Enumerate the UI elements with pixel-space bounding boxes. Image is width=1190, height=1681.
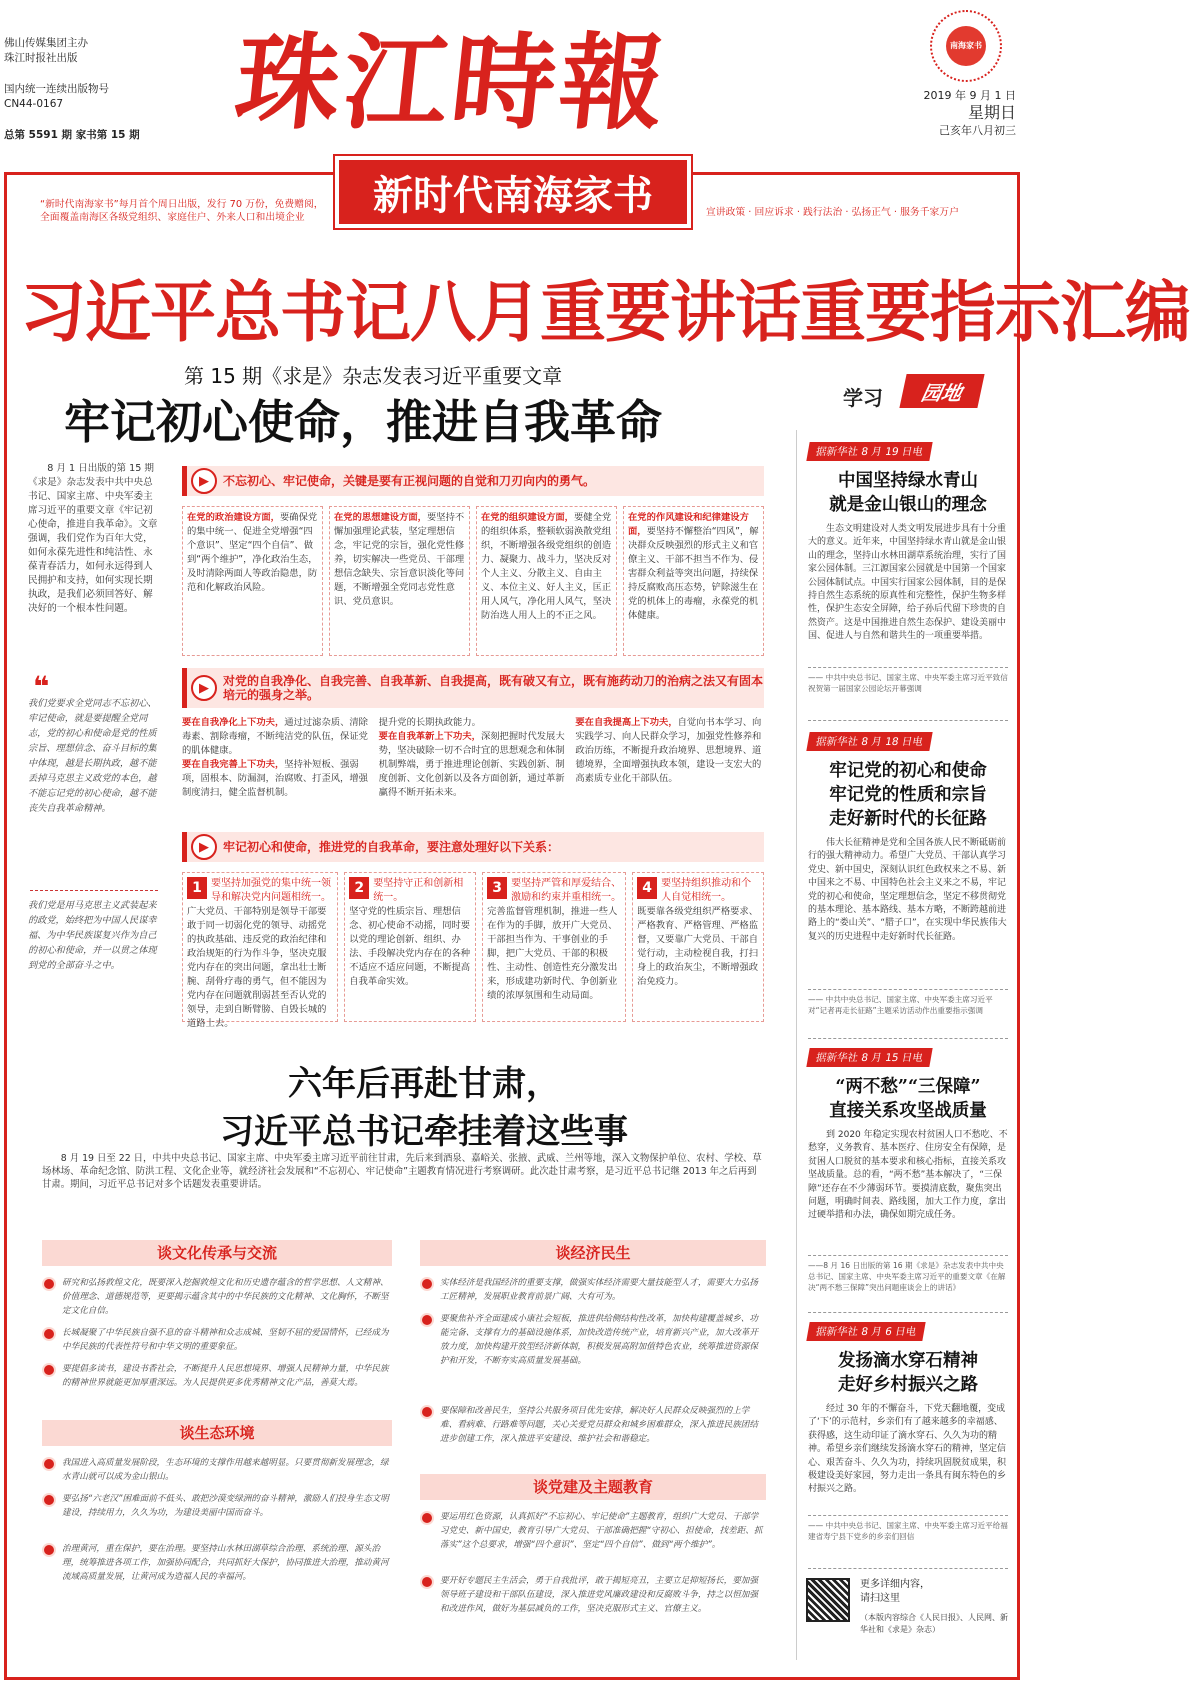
- item-title: 要坚持守正和创新相统一。: [373, 878, 464, 903]
- section-1-grid: [182, 506, 764, 656]
- item-text: 坚守党的性质宗旨、理想信念、初心使命不动摇，同时要以党的理论创新、组织、办法、手段解决党内存在的各种不适应不适应问题，不断提高自我革命实效。: [349, 906, 471, 987]
- relation-item: [482, 872, 626, 1022]
- gansu-title-1: 六年后再赴甘肃，: [288, 1064, 560, 1104]
- section-title: 牢记初心和使命，推进党的自我革命，要注意处理好以下关系：: [223, 840, 560, 854]
- news-source: —— 中共中央总书记、国家主席、中央军委主席习近平致信祝贺第一届国家公园论坛开幕强调: [808, 667, 1008, 703]
- issue-number: 总第 5591 期 家书第 15 期: [4, 129, 140, 141]
- article-intro: [28, 462, 160, 662]
- cell-text: 要健全党的组织体系，整顿软弱涣散党组织，不断增强各级党组织的创造力、凝聚力、战斗力，坚决反对个人主义、分散主义、自由主义、本位主义、好人主义，匡正用人风气，净化用人风气，坚决防治选人用人上的不正之风。: [481, 512, 612, 621]
- divider: [30, 890, 158, 891]
- cell-text: 深刻把握时代发展大势，坚决破除一切不合时宜的思想观念和体制机制弊端，勇于推进理论创新、实践创新、制度创新、文化创新以及各方面创新，通过革新赢得不断开拓未来。: [378, 731, 565, 798]
- cell-text: 要坚持不懈整治“四风”，解决群众反映强烈的形式主义和官僚主义、干部不担当不作为、侵害群众利益等突出问题，持续保持反腐败高压态势，铲除滋生在党的机体上的毒瘤，永葆党的机体健康。: [628, 526, 759, 621]
- pull-quote-2: 我们党是用马克思主义武装起来的政党，始终把为中国人民谋幸福、为中华民族谋复兴作为自己的初心和使命，并一以贯之体现到党的全部奋斗之中。: [28, 900, 157, 971]
- body-text: 伟大长征精神是党和全国各族人民不断砥砺前行的强大精神动力。希望广大党员、干部认真学习党史、新中国史，深刻认识红色政权来之不易、新中国来之不易、中国特色社会主义来之不易，牢记党的初心和使命，坚定理想信念，坚定不移贯彻党的基本理论、基本路线、基本方略，不断跨越前进路上的“娄山关”、“腊子口”，在实现中华民族伟大复兴的历史进程中走好新时代长征路。: [808, 838, 1007, 942]
- news-item: [808, 1320, 1008, 1570]
- arrow-icon: ▶: [191, 834, 217, 860]
- cell-text: 通过过滤杂质、清除毒素、割除毒瘤，不断纯洁党的队伍，保证党的肌体健康。: [182, 717, 368, 756]
- text-column: [182, 716, 371, 820]
- news-title: 走好乡村振兴之路: [838, 1375, 978, 1395]
- learning-corner-tag: [823, 372, 1003, 412]
- topic-point: 长城凝聚了中华民族自强不息的奋斗精神和众志成城、坚韧不屈的爱国情怀，已经成为中华民族的代表性符号和中华文明的重要象征。: [42, 1326, 392, 1354]
- news-title: 牢记党的初心和使命: [829, 761, 987, 781]
- section-2-grid: [182, 716, 764, 820]
- topic-point: 研究和弘扬敦煌文化，既要深入挖掘敦煌文化和历史遗存蕴含的哲学思想、人文精神、价值理念、道德规范等，更要揭示蕴含其中的中华民族的文化精神、文化胸怀，不断坚定文化自信。: [42, 1276, 392, 1318]
- divider: [808, 1312, 1008, 1313]
- seal-badge: [930, 10, 1002, 82]
- topic-point: 要提倡多读书，建设书香社会，不断提升人民思想境界、增强人民精神力量，中华民族的精神世界就能更加厚重深远。为人民提供更多优秀精神文化产品，善莫大焉。: [42, 1362, 392, 1404]
- item-number: 1: [187, 877, 207, 899]
- topic-column-left: [42, 1240, 392, 1670]
- arrow-icon: ▶: [191, 675, 217, 701]
- section-banner-title: 新时代南海家书: [335, 156, 691, 228]
- arrow-icon: ▶: [191, 468, 217, 494]
- cell-text: 要确保党的集中统一、促进全党增强“四个意识”、坚定“四个自信”、做到“两个维护”，净化政治生态，及时清除两面人等政治隐患，防范和化解政治风险。: [187, 512, 318, 593]
- publisher-line: 佛山传媒集团主办: [4, 37, 88, 49]
- item-text: 既要靠各级党组织严格要求、严格教育、严格管理、严格监督，又要靠广大党员、干部自觉行动，主动检视自我，打扫身上的政治灰尘，不断增强政治免疫力。: [637, 906, 759, 987]
- news-title: 直接关系攻坚战质量: [829, 1101, 987, 1121]
- news-title: 牢记党的性质和宗旨: [829, 785, 987, 805]
- issn-line: CN44-0167: [4, 98, 64, 110]
- news-body: [808, 1403, 1008, 1511]
- qr-note: [860, 1578, 1008, 1606]
- topic-point: 要开好专题民主生活会，勇于自我批评，敢于揭短亮丑，主要立足抑短扬长，要加强领导班子建设和干部队伍建设，深入推进党风廉政建设和反腐败斗争，持之以恒加强和改进作风，做好为基层减负的工作，坚决克服形式主义、官僚主义。: [420, 1574, 766, 1630]
- issue-date: 2019 年 9 月 1 日: [923, 89, 1016, 102]
- masthead-meta-right: [924, 88, 1016, 138]
- divider: [808, 1568, 1008, 1569]
- banner-left-note: “新时代南海家书”每月首个周日出版，发行 70 万份，免费赠阅，全面覆盖南海区各级党组织、家庭住户、外来人口和出境企业: [40, 199, 324, 223]
- news-source: —— 中共中央总书记、国家主席、中央军委主席习近平给福建省寿宁县下党乡的乡亲们回信: [808, 1515, 1008, 1551]
- column-rule: [796, 430, 797, 1660]
- qr-note-line: 更多详细内容，: [860, 1579, 930, 1590]
- news-tag: 据新华社 8 月 19 日电: [806, 442, 932, 461]
- intro-text: 8 月 1 日出版的第 15 期《求是》杂志发表中共中央总书记、国家主席、中央军委主席习近平的重要文章《牢记初心使命，推进自我革命》。文章强调，我们党作为百年大党，如何永葆先进性和纯洁性、永葆青春活力，如何永远得到人民拥护和支持，如何实现长期执政，是我们必须回答好、解决好的一个根本性问题。: [28, 463, 158, 614]
- news-source: —— 中共中央总书记、国家主席、中央军委主席习近平对“记者再走长征路”主题采访活动作出重要指示强调: [808, 989, 1008, 1025]
- relation-item: [632, 872, 764, 1022]
- lead-text: 8 月 19 日至 22 日，中共中央总书记、国家主席、中央军委主席习近平前往甘肃，先后来到酒泉、嘉峪关、张掖、武威、兰州等地，深入文物保护单位、农村、学校、草场林场、革命纪念馆、防洪工程、文化企业等，就经济社会发展和“不忘初心、牢记使命”主题教育情况进行考察调研。此次赴甘肃考察，是习近平总书记继 2013 年之后再到甘肃。期间，习近平总书记对多个话题发表重要讲话。: [42, 1153, 762, 1190]
- cell-lead: 在党的组织建设方面，: [481, 512, 574, 523]
- news-tag: 据新华社 8 月 18 日电: [806, 732, 932, 751]
- publisher-line: 珠江时报社出版: [4, 52, 78, 64]
- learn-label: 学习: [843, 386, 883, 410]
- topic-title: 谈经济民生: [420, 1240, 766, 1266]
- news-item: [808, 440, 1008, 704]
- text-column: [379, 716, 568, 820]
- cell-text: 坚持补短板、强弱项，固根本、防漏洞，治腐败、打歪风，增强制度清扫，健全监督机制。: [182, 759, 368, 798]
- section-bar-1: [182, 466, 764, 496]
- item-number: 3: [487, 877, 507, 899]
- news-source: ——8 月 16 日出版的第 16 期《求是》杂志发表中共中央总书记、国家主席、中央军委主席习近平的重要文章《在解决“两不愁三保障”突出问题座谈会上的讲话》: [808, 1255, 1008, 1303]
- news-title: “两不愁”“三保障”: [835, 1077, 981, 1097]
- news-item: [808, 1046, 1008, 1310]
- badge-label: 南海家书: [946, 26, 986, 66]
- body-text: 经过 30 年的不懈奋斗，下党天翻地覆，变成了‘下’的示范村，乡亲们有了越来越多的幸福感、获得感，这生动印证了滴水穿石、久久为功的精神。希望乡亲们继续发扬滴水穿石的精神，坚定信心、艰苦奋斗、久久为功，持续巩固脱贫成果，积极建设美好家园，努力走出一条具有闽东特色的乡村振兴之路。: [808, 1404, 1007, 1495]
- cell-lead: 在党的政治建设方面，: [187, 512, 280, 523]
- topic-point: 实体经济是我国经济的重要支撑，做强实体经济需要大量技能型人才，需要大力弘扬工匠精神，发展职业教育前景广阔、大有可为。: [420, 1276, 766, 1304]
- body-text: 生态文明建设对人类文明发展进步具有十分重大的意义。近年来，中国坚持绿水青山就是金山银山的理念，坚持山水林田湖草系统治理，实行了国家公园体制。三江源国家公园就是中国第一个国家公园体制试点。中国实行国家公园体制，目的是保持自然生态系统的原真性和完整性，保护生物多样性，保护生态安全屏障，给子孙后代留下珍贵的自然资产。这是中国推进自然生态保护、建设美丽中国、促进人与自然和谐共生的一项重要举措。: [808, 524, 1007, 642]
- section-bar-3: [182, 832, 764, 862]
- item-number: 2: [349, 877, 369, 899]
- topic-title: 谈生态环境: [42, 1420, 392, 1446]
- topic-column-right: [420, 1240, 766, 1670]
- news-tag: 据新华社 8 月 6 日电: [806, 1322, 926, 1341]
- lunar-date: 己亥年八月初三: [939, 124, 1016, 137]
- kicker: 第 15 期《求是》杂志发表习近平重要文章: [184, 364, 563, 388]
- point-cell: [182, 506, 323, 656]
- news-title: 就是金山银山的理念: [829, 495, 987, 515]
- news-title: 发扬滴水穿石精神: [838, 1351, 978, 1371]
- news-body: [808, 523, 1008, 663]
- topic-point: 要聚焦补齐全面建成小康社会短板，推进供给侧结构性改革，加快构建覆盖城乡、功能完备、支撑有力的基础设施体系，加快改造传统产业，培育新兴产业，加大改革开放力度，加快构建开放型经济新体制，积极发展高附加值特色农业，统筹推进资源保护和开发，不断夯实高质量发展基础。: [420, 1312, 766, 1396]
- section-3-grid: [182, 872, 764, 1029]
- cell-lead: 要在自我提高上下功夫，: [575, 717, 678, 728]
- topic-point: 要保障和改善民生，坚持公共服务项目优先安排，解决好人民群众反映强烈的上学难、看病难、行路难等问题，关心关爱党员群众和城乡困难群众，深入推进民族团结进步创建工作，深入推进平安建设、维护社会和谐稳定。: [420, 1404, 766, 1460]
- body-text: 到 2020 年稳定实现农村贫困人口不愁吃、不愁穿，义务教育、基本医疗、住房安全有保障，是贫困人口脱贫的基本要求和核心指标，直接关系攻坚战质量。总的看，“两不愁”基本解决了，“三保障”还存在不少薄弱环节。要摸清底数，聚焦突出问题，明确时间表、路线图，加大工作力度，拿出过硬举措和办法，确保如期完成任务。: [808, 1130, 1008, 1221]
- cell-text: 要坚持不懈加强理论武装，坚定理想信念，牢记党的宗旨，强化党性修养，切实解决一些党员、干部理想信念缺失、宗旨意识淡化等问题，不断增强全党同志党性意识、党员意识。: [334, 512, 465, 607]
- relation-item: [182, 872, 338, 1029]
- page-headline: 习近平总书记八月重要讲话重要指示汇编: [20, 273, 1190, 351]
- topic-point: 我国进入高质量发展阶段，生态环境的支撑作用越来越明显。只要贯彻新发展理念，绿水青山就可以成为金山银山。: [42, 1456, 392, 1484]
- issn-line: 国内统一连续出版物号: [4, 83, 109, 95]
- cell-lead: 要在自我革新上下功夫，: [378, 731, 481, 742]
- section-title: 不忘初心、牢记使命，关键是要有正视问题的自觉和刀刃向内的勇气。: [223, 474, 596, 488]
- topic-point: 要弘扬“六老汉”困难面前不低头、敢把沙漠变绿洲的奋斗精神，激励人们投身生态文明建设，持续用力，久久为功，为建设美丽中国而奋斗。: [42, 1492, 392, 1534]
- cell-lead: 要在自我净化上下功夫，: [182, 717, 285, 728]
- divider: [808, 1038, 1008, 1039]
- cell-text: 提升党的长期执政能力。: [378, 717, 481, 728]
- news-title: 中国坚持绿水青山: [838, 471, 978, 491]
- qr-note-line: 请扫这里: [860, 1593, 900, 1604]
- newspaper-title: 珠江時報: [229, 21, 675, 144]
- item-title: 要坚持加强党的集中统一领导和解决党内问题相统一。: [211, 878, 331, 903]
- point-cell: [476, 506, 617, 656]
- item-text: 广大党员、干部特别是领导干部要敢于同一切弱化党的领导、动摇党的执政基础、违反党的政治纪律和政治规矩的行为作斗争，坚决克服党内存在的突出问题，拿出壮士断腕、刮骨疗毒的勇气，但不能因为党内存在问题就削弱甚至否认党的领导，走到自断臂膀、自毁长城的道路上去。: [187, 906, 327, 1029]
- item-text: 完善监督管理机制，推进一些人在作为的手脚，放开广大党员、干部担当作为、干事创业的手脚，把广大党员、干部的积极性、主动性、创造性充分激发出来，形成建功新时代、争创新业绩的浓厚氛围和生动局面。: [487, 906, 618, 1001]
- cell-lead: 在党的思想建设方面，: [334, 512, 427, 523]
- item-number: 4: [637, 877, 657, 899]
- masthead-meta-left: [4, 36, 140, 143]
- news-item: [808, 730, 1008, 1034]
- section-bar-2: [182, 668, 764, 708]
- gansu-lead: [42, 1152, 762, 1218]
- relation-item: [344, 872, 476, 1022]
- item-title: 要坚持组织推动和个人自觉相统一。: [661, 878, 752, 903]
- news-title: 走好新时代的长征路: [829, 809, 987, 829]
- news-tag: 据新华社 8 月 15 日电: [806, 1048, 932, 1067]
- pull-quote-1: 我们党要求全党同志不忘初心、牢记使命，就是要提醒全党同志，党的初心和使命是党的性质宗旨、理想信念、奋斗目标的集中体现，越是长期执政，越不能丢掉马克思主义政党的本色，越不能忘记党的初心使命，越不能丧失自我革命精神。: [28, 698, 157, 814]
- weekday: 星期日: [967, 103, 1016, 122]
- topic-title: 谈党建及主题教育: [420, 1474, 766, 1500]
- text-column: [575, 716, 764, 820]
- cell-lead: 在党的作风建设和纪律建设方面，: [628, 512, 749, 537]
- divider: [808, 720, 1008, 721]
- source-note: （本版内容综合《人民日报》、人民网、新华社和《求是》杂志）: [860, 1613, 1008, 1634]
- item-title: 要坚持严管和厚爱结合、激励和约束并重相统一。: [511, 878, 622, 903]
- cell-lead: 要在自我完善上下功夫，: [182, 759, 285, 770]
- qr-code-icon[interactable]: [806, 1578, 850, 1622]
- news-body: [808, 1129, 1008, 1251]
- banner-right-note: 宣讲政策 · 回应诉求 · 践行法治 · 弘扬正气 · 服务千家万户: [706, 207, 959, 218]
- cell-text: 自觉向书本学习、向实践学习、向人民群众学习，加强党性修养和政治历练，不断提升政治境界、思想境界、道德境界，全面增强执政本领，建设一支宏大的高素质专业化干部队伍。: [575, 717, 762, 784]
- section-title: 对党的自我净化、自我完善、自我革新、自我提高，既有破又有立，既有施药动刀的治病之法又有固本培元的强身之举。: [223, 674, 764, 702]
- point-cell: [623, 506, 764, 656]
- main-article-title: 牢记初心使命，推进自我革命: [64, 395, 662, 449]
- news-body: [808, 837, 1008, 985]
- topic-title: 谈文化传承与交流: [42, 1240, 392, 1266]
- topic-point: 治理黄河，重在保护，要在治理。要坚持山水林田湖草综合治理、系统治理、源头治理，统筹推进各项工作，加强协同配合，共同抓好大保护，协同推进大治理，推动黄河流域高质量发展，让黄河成为造福人民的幸福河。: [42, 1542, 392, 1598]
- topic-point: 要运用红色资源，认真抓好“不忘初心、牢记使命”主题教育，组织广大党员、干部学习党史、新中国史，教育引导广大党员、干部准确把握“守初心、担使命，找差距、抓落实”这个总要求，增强“四个意识”、坚定“四个自信”、做到“两个维护”。: [420, 1510, 766, 1566]
- point-cell: [329, 506, 470, 656]
- gansu-headline: [134, 1060, 714, 1156]
- quote-icon: ❝: [33, 670, 50, 703]
- garden-label: 园地: [899, 374, 984, 408]
- gansu-title-2: 习近平总书记牵挂着这些事: [220, 1112, 628, 1152]
